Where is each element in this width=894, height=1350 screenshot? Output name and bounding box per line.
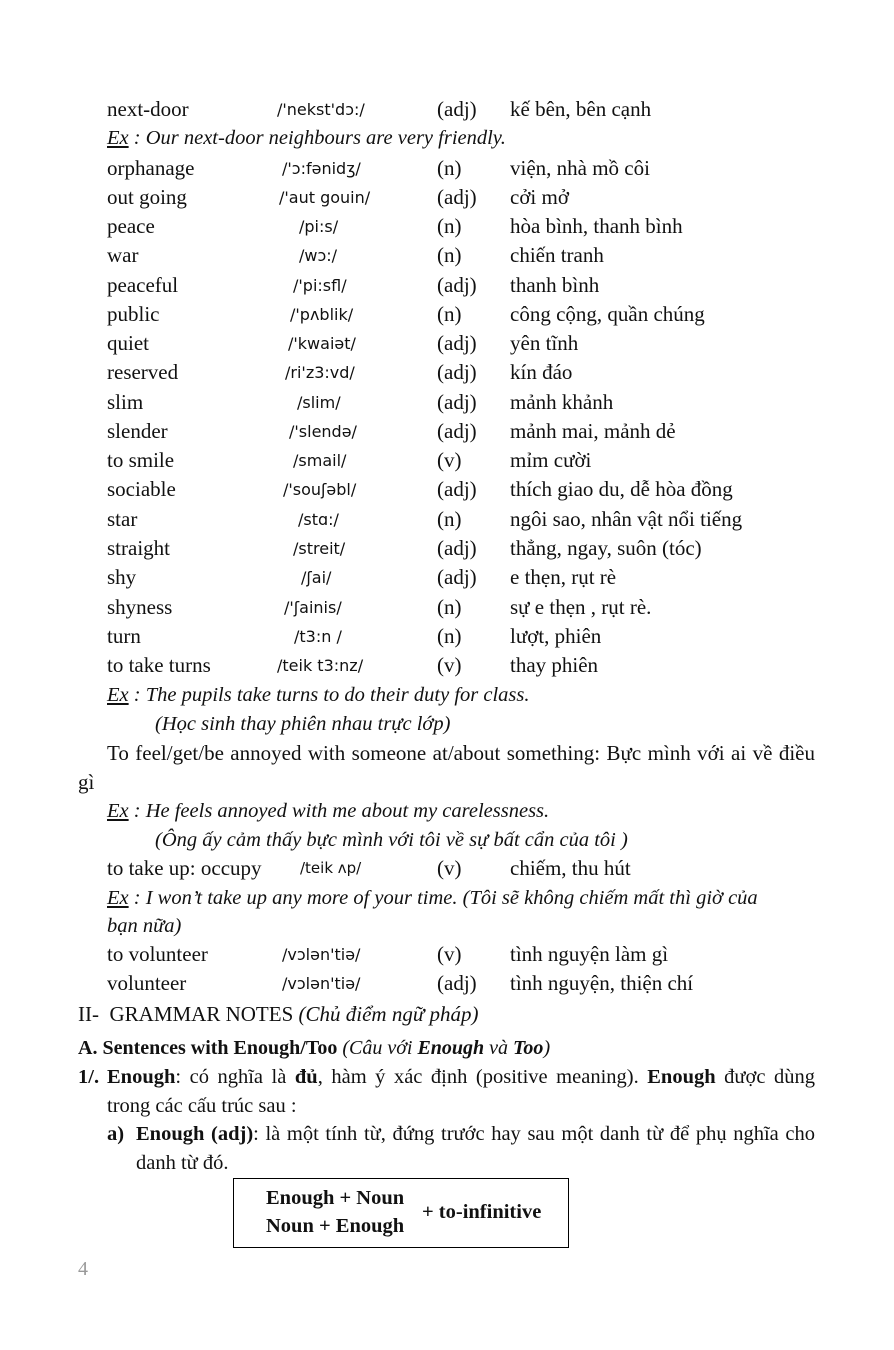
- section-a-sub: và: [484, 1037, 514, 1059]
- vocab-meaning: hòa bình, thanh bình: [510, 214, 683, 238]
- vocab-meaning: mảnh mai, mảnh dẻ: [510, 419, 676, 443]
- vocab-ipa: /stɑ:/: [298, 510, 339, 529]
- vocab-meaning: e thẹn, rụt rè: [510, 565, 617, 589]
- vocab-word: volunteer: [107, 971, 187, 995]
- ex-label: Ex: [107, 800, 129, 822]
- item-1-number: [78, 1063, 108, 1092]
- vocab-meaning: yên tĩnh: [510, 331, 579, 355]
- example-take-turns: [107, 681, 530, 710]
- vocab-ipa: /smail/: [293, 451, 347, 470]
- ex-label: Ex: [107, 887, 129, 909]
- item-1-text-2: , hàm ý xác định (positive meaning).: [317, 1066, 648, 1088]
- vocab-meaning: lượt, phiên: [510, 624, 602, 648]
- vocab-word: next-door: [107, 97, 189, 121]
- example-next-door: [107, 124, 506, 153]
- vocab-ipa: /'ɔ:fənidʒ/: [282, 159, 361, 178]
- section-a-sub: ): [543, 1037, 551, 1059]
- item-1-text-3: được dùng trong các cấu trúc sau :: [107, 1066, 815, 1117]
- vocab-part-of-speech: (n): [437, 243, 462, 267]
- vocab-word: public: [107, 302, 160, 326]
- vocab-ipa: /teik ʌp/: [300, 859, 362, 877]
- annoyed-phrase-text: To feel/get/be annoyed with someone at/about something: Bực mình với ai về điều gì: [78, 741, 815, 794]
- item-1-bold: đủ: [294, 1066, 318, 1088]
- structure-line-2: Noun + Enough: [266, 1215, 405, 1237]
- vocab-part-of-speech: (v): [437, 856, 462, 880]
- vocab-part-of-speech: (v): [437, 653, 462, 677]
- vocab-meaning: thay phiên: [510, 653, 599, 677]
- vocab-meaning: chiến tranh: [510, 243, 604, 267]
- example-take-up-line2: bạn nữa): [107, 915, 182, 937]
- ex-text: : He feels annoyed with me about my carelessness.: [128, 800, 550, 822]
- vocab-ipa: /'kwaiət/: [288, 334, 356, 353]
- structure-right: + to-infinitive: [422, 1201, 542, 1223]
- vocab-word: slender: [107, 419, 168, 443]
- item-1-word: Enough: [107, 1066, 176, 1088]
- vocab-part-of-speech: (adj): [437, 273, 477, 297]
- vocab-word: peace: [107, 214, 155, 238]
- item-1-num-text: 1/.: [78, 1066, 100, 1088]
- vocab-word: slim: [107, 390, 144, 414]
- vocab-part-of-speech: (n): [437, 507, 462, 531]
- structure-line-1: Enough + Noun: [266, 1187, 405, 1209]
- vocab-meaning: tình nguyện, thiện chí: [510, 971, 694, 995]
- vocab-meaning: tình nguyện làm gì: [510, 942, 669, 966]
- vocab-meaning: công cộng, quần chúng: [510, 302, 705, 326]
- item-a-number: [107, 1120, 135, 1149]
- heading-number: II-: [78, 1002, 99, 1026]
- vocab-word: to smile: [107, 448, 175, 472]
- vocab-word: shyness: [107, 595, 173, 619]
- vocab-part-of-speech: (adj): [437, 390, 477, 414]
- page-number: 4: [78, 1258, 88, 1280]
- item-a-num-text: a): [107, 1123, 125, 1145]
- vocab-word: sociable: [107, 477, 176, 501]
- vocab-ipa: /slim/: [297, 393, 341, 412]
- vocab-meaning: cởi mở: [510, 185, 569, 209]
- vocab-ipa: /'pi:sfl/: [293, 276, 347, 295]
- item-a-word: Enough (adj): [136, 1123, 254, 1145]
- vocab-ipa: /pi:s/: [299, 217, 339, 236]
- vocab-meaning: mỉm cười: [510, 448, 592, 472]
- section-a-heading: [78, 1034, 550, 1063]
- vocab-part-of-speech: (n): [437, 302, 462, 326]
- ex-text: : Our next-door neighbours are very friendly.: [128, 127, 506, 149]
- vocab-ipa: /'souʃəbl/: [283, 480, 357, 499]
- section-a-too: Too: [513, 1037, 544, 1059]
- heading-title: GRAMMAR NOTES: [109, 1002, 294, 1026]
- vocab-word: to volunteer: [107, 942, 208, 966]
- vocab-part-of-speech: (adj): [437, 971, 477, 995]
- vocab-ipa: /'aut gouin/: [279, 188, 371, 207]
- item-1-text: [107, 1063, 815, 1121]
- vocab-word: out going: [107, 185, 187, 209]
- vocab-word: quiet: [107, 331, 149, 355]
- grammar-heading: [78, 1000, 479, 1029]
- vocab-word: to take up: occupy: [107, 856, 262, 880]
- heading-subtitle: (Chủ điểm ngữ pháp): [298, 1002, 479, 1026]
- vocab-ipa: /'nekst'dɔ:/: [277, 100, 365, 119]
- vocab-meaning: viện, nhà mồ côi: [510, 156, 650, 180]
- vocab-ipa: /teik t3:nz/: [277, 656, 364, 675]
- item-a-text: [136, 1120, 815, 1178]
- vocab-ipa: /t3:n /: [294, 627, 342, 646]
- vocab-word: reserved: [107, 360, 179, 384]
- item-1-word-2: Enough: [647, 1066, 716, 1088]
- vocab-meaning: mảnh khảnh: [510, 390, 614, 414]
- vocab-part-of-speech: (adj): [437, 536, 477, 560]
- ex-label: Ex: [107, 127, 129, 149]
- vocab-ipa: /vɔlən'tiə/: [282, 974, 361, 993]
- vocab-word: orphanage: [107, 156, 195, 180]
- vocab-word: war: [107, 243, 139, 267]
- structure-box: [233, 1178, 569, 1248]
- vocab-meaning: thích giao du, dễ hòa đồng: [510, 477, 733, 501]
- vocab-part-of-speech: (v): [437, 942, 462, 966]
- vocab-word: straight: [107, 536, 170, 560]
- vocab-part-of-speech: (adj): [437, 419, 477, 443]
- vocab-part-of-speech: (n): [437, 214, 462, 238]
- vocab-ipa: /'slendə/: [289, 422, 357, 441]
- vocab-part-of-speech: (adj): [437, 565, 477, 589]
- section-a-sub: (Câu với: [342, 1037, 418, 1059]
- vocab-meaning: kế bên, bên cạnh: [510, 97, 652, 121]
- vocab-word: peaceful: [107, 273, 179, 297]
- vocab-part-of-speech: (adj): [437, 97, 477, 121]
- vocab-meaning: kín đáo: [510, 360, 573, 384]
- vocab-word: turn: [107, 624, 141, 648]
- vocab-ipa: /ʃai/: [301, 568, 332, 587]
- vocab-ipa: /streit/: [293, 539, 346, 558]
- vocab-part-of-speech: (n): [437, 624, 462, 648]
- vocab-part-of-speech: (v): [437, 448, 462, 472]
- vocab-part-of-speech: (adj): [437, 477, 477, 501]
- translation-annoyed: (Ông ấy cảm thấy bực mình với tôi về sự bất cẩn của tôi ): [155, 829, 628, 851]
- translation-take-turns: (Học sinh thay phiên nhau trực lớp): [155, 713, 451, 735]
- vocab-meaning: ngôi sao, nhân vật nổi tiếng: [510, 507, 743, 531]
- vocab-part-of-speech: (adj): [437, 331, 477, 355]
- vocab-meaning: thẳng, ngay, suôn (tóc): [510, 536, 702, 560]
- vocab-part-of-speech: (adj): [437, 185, 477, 209]
- vocab-ipa: /wɔ:/: [299, 246, 338, 265]
- vocab-meaning: sự e thẹn , rụt rè.: [510, 595, 652, 619]
- item-1-text-1: : có nghĩa là: [175, 1066, 295, 1088]
- ex-text: : The pupils take turns to do their duty for class.: [128, 684, 530, 706]
- vocab-ipa: /'pʌblik/: [290, 305, 354, 324]
- ex-label: Ex: [107, 684, 129, 706]
- example-take-up: [107, 884, 758, 913]
- section-a-title: A. Sentences with Enough/Too: [78, 1037, 338, 1059]
- vocab-meaning: chiếm, thu hút: [510, 856, 631, 880]
- vocab-ipa: /'ʃainis/: [284, 598, 342, 617]
- section-a-enough: Enough: [417, 1037, 485, 1059]
- annoyed-phrase: [78, 739, 815, 797]
- item-a-body: : là một tính từ, đứng trước hay sau một danh từ để phụ nghĩa cho danh từ đó.: [136, 1123, 815, 1174]
- vocab-ipa: /vɔlən'tiə/: [282, 945, 361, 964]
- vocab-word: to take turns: [107, 653, 211, 677]
- example-annoyed: [107, 797, 549, 826]
- ex-text: : I won’t take up any more of your time. (Tôi sẽ không chiếm mất thì giờ của: [128, 887, 758, 909]
- vocab-meaning: thanh bình: [510, 273, 600, 297]
- vocab-part-of-speech: (adj): [437, 360, 477, 384]
- vocab-word: star: [107, 507, 138, 531]
- vocab-word: shy: [107, 565, 137, 589]
- vocab-part-of-speech: (n): [437, 156, 462, 180]
- vocab-part-of-speech: (n): [437, 595, 462, 619]
- vocab-ipa: /ri'z3:vd/: [285, 363, 355, 382]
